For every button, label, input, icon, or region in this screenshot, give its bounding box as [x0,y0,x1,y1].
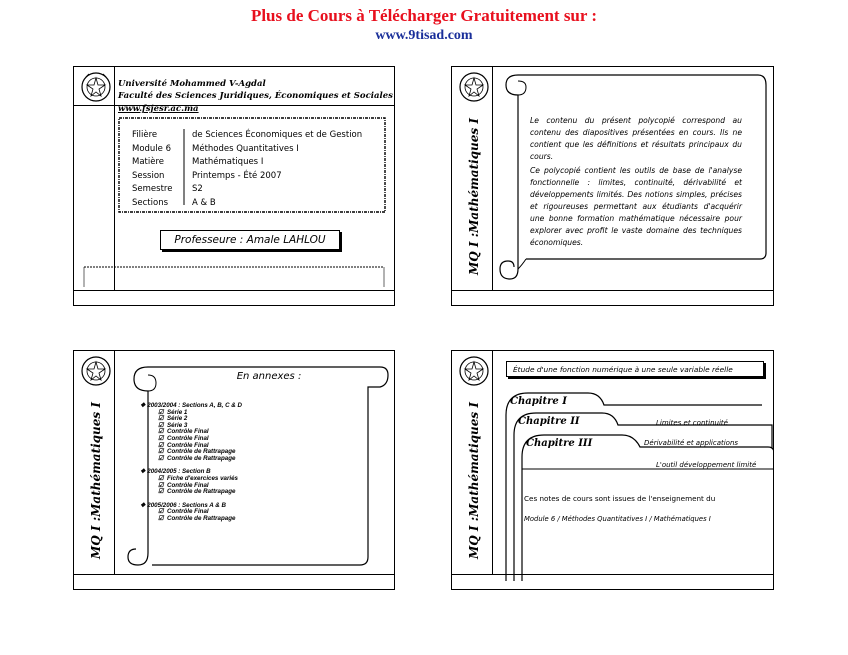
info-label: Semestre [132,184,173,194]
info-value: de Sciences Économiques et de Gestion [192,130,363,140]
annex-item: Série 1 [167,408,188,416]
info-value: Méthodes Quantitatives I [192,143,299,154]
info-label: Module 6 [132,143,172,154]
chapter-2-topic: Limites et continuité [656,419,728,427]
annex-item: Contrôle Final [167,434,209,442]
checkbox-icon: ☑ [158,508,164,516]
faculty-name: Faculté des Sciences Juridiques, Économiques et Sociales [118,91,393,101]
annex-item: Contrôle Final [167,428,209,436]
vertical-title: MQ I :Mathématiques I [467,118,481,275]
annex-item: Contrôle de Rattrapage [167,488,236,496]
annex-list [140,403,242,523]
checkbox-icon: ☑ [158,454,164,462]
preface-paragraph-1: Le contenu du présent polycopié correspond au contenu des diapositives présentées en cours. Ils ne contient que les définitions et résultats principaux du cours. [530,116,742,161]
annex-group-heading: 2005/2006 : Sections A & B [147,501,226,509]
slide-cover [73,66,395,306]
annex-item: Série 2 [167,415,188,423]
checkbox-icon: ☑ [158,474,164,482]
header-url[interactable]: www.9tisad.com [375,28,473,43]
notes-line-2: Module 6 / Méthodes Quantitatives I / Mathématiques I [524,515,711,523]
vertical-title: MQ I :Mathématiques I [89,402,103,559]
bullet-icon: ❖ [140,402,148,409]
annex-item: Contrôle de Rattrapage [167,454,236,462]
checkbox-icon: ☑ [158,421,164,429]
checkbox-icon: ☑ [158,441,164,449]
university-emblem-icon [80,71,112,103]
annex-group-heading: 2003/2004 : Sections A, B, C & D [147,402,242,409]
checkbox-icon: ☑ [158,428,164,436]
checkbox-icon: ☑ [158,481,164,489]
slide-preface [451,66,774,306]
annex-item: Fiche d'exercices variés [167,474,238,482]
bullet-icon: ❖ [140,501,148,509]
annexes-title: En annexes : [236,371,302,382]
chapter-2-tab[interactable]: Chapitre II [518,416,580,427]
info-label: Session [132,170,165,181]
notes-line-1: Ces notes de cours sont issues de l'enseignement du [524,494,716,503]
university-emblem-icon [458,355,490,387]
checkbox-icon: ☑ [158,415,164,423]
contents-title: Étude d'une fonction numérique à une seule variable réelle [506,361,764,377]
info-label: Matière [132,157,165,167]
info-value: Printemps - Été 2007 [192,170,282,181]
university-name: Université Mohammed V-Agdal [118,79,266,89]
info-value: Mathématiques I [192,157,264,167]
slide-contents [451,350,774,590]
info-value: S2 [192,184,203,194]
bullet-icon: ❖ [140,468,148,476]
chapter-3-topic: Dérivabilité et applications [644,439,739,447]
info-labels [132,129,172,210]
university-emblem-icon [80,355,112,387]
info-label: Filière [132,130,158,140]
header-title: Plus de Cours à Télécharger Gratuitement sur : [250,6,598,25]
info-values [192,129,362,210]
annex-item: Contrôle de Rattrapage [167,514,236,522]
checkbox-icon: ☑ [158,488,164,496]
chapter-4-topic: L'outil développement limité [656,461,757,469]
slide-annexes [73,350,395,590]
info-value: A & B [192,197,216,208]
chapter-1-tab[interactable]: Chapitre I [510,396,567,407]
preface-paragraph-2: Ce polycopié contient les outils de base de l'analyse fonctionnelle : limites, continuité, dérivabilité et développements limités. Des notions simples, précises et rigoureuses permettant aux étudiants d'acquérir une bonne formation mathématique nécessaire pour explorer avec profit le vaste domaine des techniques économiques. [530,166,742,247]
checkbox-icon: ☑ [158,408,164,416]
annex-item: Contrôle Final [167,508,209,516]
faculty-website[interactable]: www.fsjesr.ac.ma [118,104,199,114]
annex-item: Contrôle de Rattrapage [167,448,236,456]
info-label: Sections [132,197,169,208]
checkbox-icon: ☑ [158,514,164,522]
vertical-title: MQ I :Mathématiques I [467,402,481,559]
decorative-border [82,253,386,289]
annex-item: Série 3 [167,421,188,429]
annex-item: Contrôle Final [167,441,209,449]
checkbox-icon: ☑ [158,448,164,456]
professor-name: Professeure : Amale LAHLOU [160,230,340,250]
university-emblem-icon [458,71,490,103]
checkbox-icon: ☑ [158,434,164,442]
folder-tabs [492,385,774,575]
annex-item: Contrôle Final [167,481,209,489]
chapter-3-tab[interactable]: Chapitre III [526,438,593,449]
annex-group-heading: 2004/2005 : Section B [147,468,211,476]
